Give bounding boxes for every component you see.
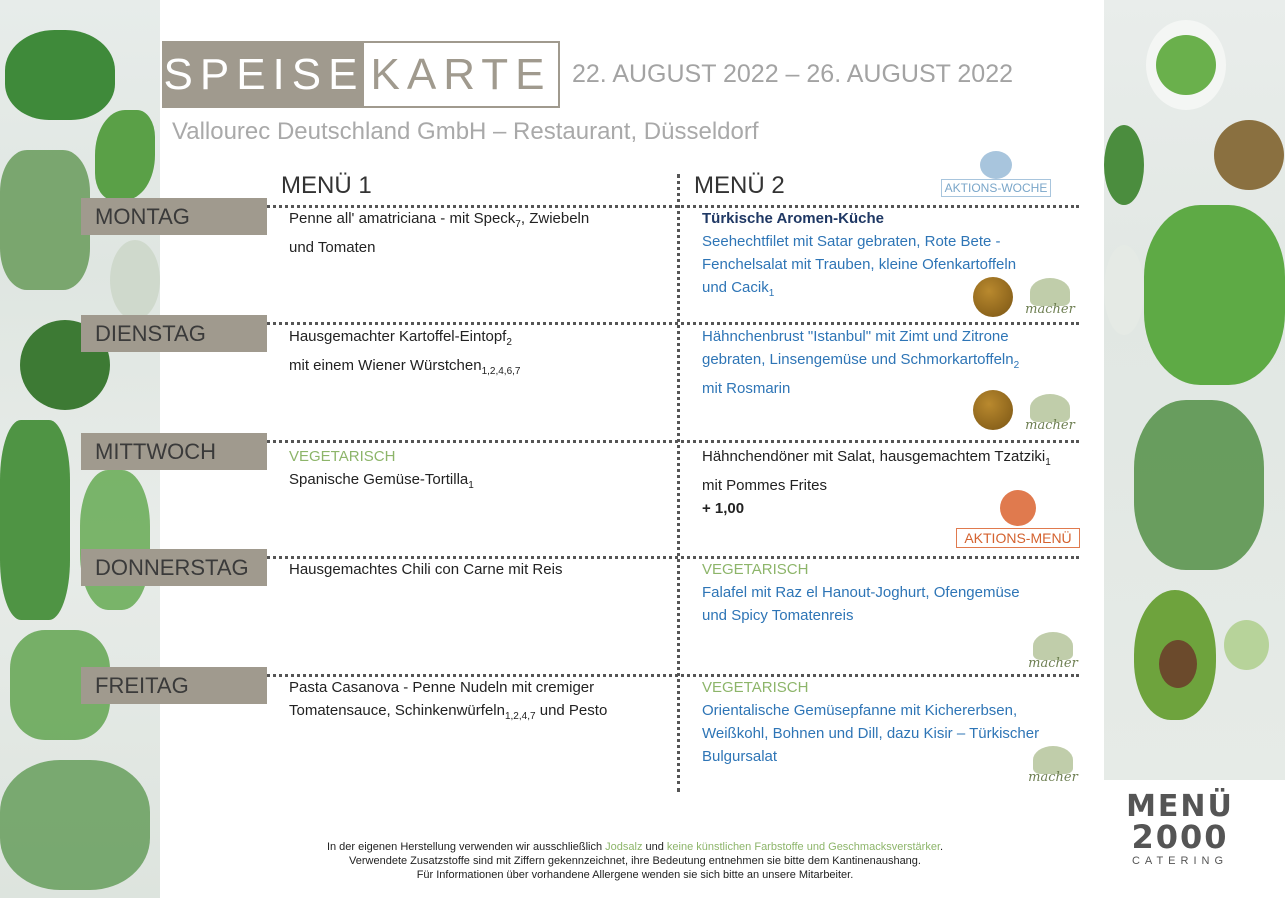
date-range: 22. AUGUST 2022 – 26. AUGUST 2022 <box>572 60 1014 88</box>
footer-line-3: Für Informationen über vorhandene Allergene wenden sie sich bitte an unsere Mitarbeiter. <box>416 869 854 881</box>
macher-badge-icon: macher <box>1022 394 1078 434</box>
day-donnerstag: DONNERSTAG <box>81 549 267 586</box>
price-surcharge: + 1,00 <box>702 500 745 517</box>
aktions-woche-label: AKTIONS-WOCHE <box>941 179 1051 197</box>
title-box <box>162 41 560 108</box>
dish-freitag-menu2: VEGETARISCH Orientalische Gemüsepfanne mit Kichererbsen, Weißkohl, Bohnen und Dill, dazu Kisir – Türkischer Bulgursalat <box>702 679 1040 765</box>
aktions-woche-badge <box>941 151 1051 197</box>
dish-montag-menu1: Penne all' amatriciana - mit Speck$_7$, Zwiebeln und Tomaten <box>289 210 590 256</box>
vegetarian-label: VEGETARISCH <box>702 679 809 696</box>
dish-freitag-menu1: Pasta Casanova - Penne Nudeln mit cremiger Tomatensauce, Schinkenwürfeln$_{1,2,4,7}$ und Pesto <box>289 679 608 722</box>
menu2-title: MENÜ 2 <box>694 172 785 199</box>
aktions-menu-label: AKTIONS-MENÜ <box>956 528 1080 548</box>
dish-dienstag-menu2: Hähnchenbrust "Istanbul" mit Zimt und Zitrone gebraten, Linsengemüse und Schmorkartoffeln$_2$ mit Rosmarin <box>702 328 1020 397</box>
dish-mittwoch-menu2: Hähnchendöner mit Salat, hausgemachtem Tzatziki$_1$ mit Pommes Frites + 1,00 <box>702 448 1051 517</box>
column-divider <box>677 174 680 792</box>
footer-notes <box>175 840 1095 882</box>
vegetarian-label: VEGETARISCH <box>289 448 396 465</box>
day-dienstag: DIENSTAG <box>81 315 267 352</box>
aktions-menu-icon <box>1000 490 1036 526</box>
footer-line-1: In der eigenen Herstellung verwenden wir ausschließlich Jodsalz und keine künstlichen Farbstoffe und Geschmacksverstärker. <box>326 841 944 853</box>
dish-montag-menu2: Türkische Aromen-Küche Seehechtfilet mit Satar gebraten, Rote Bete - Fenchelsalat mit Trauben, kleine Ofenkartoffeln und Cacik$_1$ <box>702 210 1017 299</box>
day-freitag: FREITAG <box>81 667 267 704</box>
dish-dienstag-menu1: Hausgemachter Kartoffel-Eintopf$_2$ mit einem Wiener Würstchen$_{1,2,4,6,7}$ <box>289 328 521 377</box>
dish-donnerstag-menu2: VEGETARISCH Falafel mit Raz el Hanout-Joghurt, Ofengemüse und Spicy Tomatenreis <box>702 561 1020 624</box>
aktions-menu-badge <box>956 490 1080 548</box>
dish-donnerstag-menu1: Hausgemachtes Chili con Carne mit Reis <box>289 561 563 578</box>
company-name: Vallourec Deutschland GmbH – Restaurant, Düsseldorf <box>172 118 759 145</box>
row-divider-mittwoch <box>244 440 1079 443</box>
aktions-woche-icon <box>980 151 1012 179</box>
vegetable-image-right <box>1104 0 1285 780</box>
title-speise: SPEISE <box>164 43 364 106</box>
footer-line-2: Verwendete Zusatzstoffe sind mit Ziffern gekennzeichnet, ihre Bedeutung entnehmen sie bitte dem Kantinenaushang. <box>349 855 921 867</box>
dish-mittwoch-menu1: VEGETARISCH Spanische Gemüse-Tortilla$_1$ <box>289 448 474 491</box>
mill-badge-icon <box>973 277 1013 317</box>
macher-badge-icon: macher <box>1025 746 1081 786</box>
day-mittwoch: MITTWOCH <box>81 433 267 470</box>
menu2000-logo: MENÜ 2000 CATERING <box>1126 789 1234 867</box>
menu1-title: MENÜ 1 <box>281 172 372 199</box>
macher-badge-icon: macher <box>1022 278 1078 318</box>
day-montag: MONTAG <box>81 198 267 235</box>
theme-title: Türkische Aromen-Küche <box>702 210 884 227</box>
macher-badge-icon: macher <box>1025 632 1081 672</box>
mill-badge-icon <box>973 390 1013 430</box>
vegetarian-label: VEGETARISCH <box>702 561 809 578</box>
title-karte: KARTE <box>370 49 552 99</box>
